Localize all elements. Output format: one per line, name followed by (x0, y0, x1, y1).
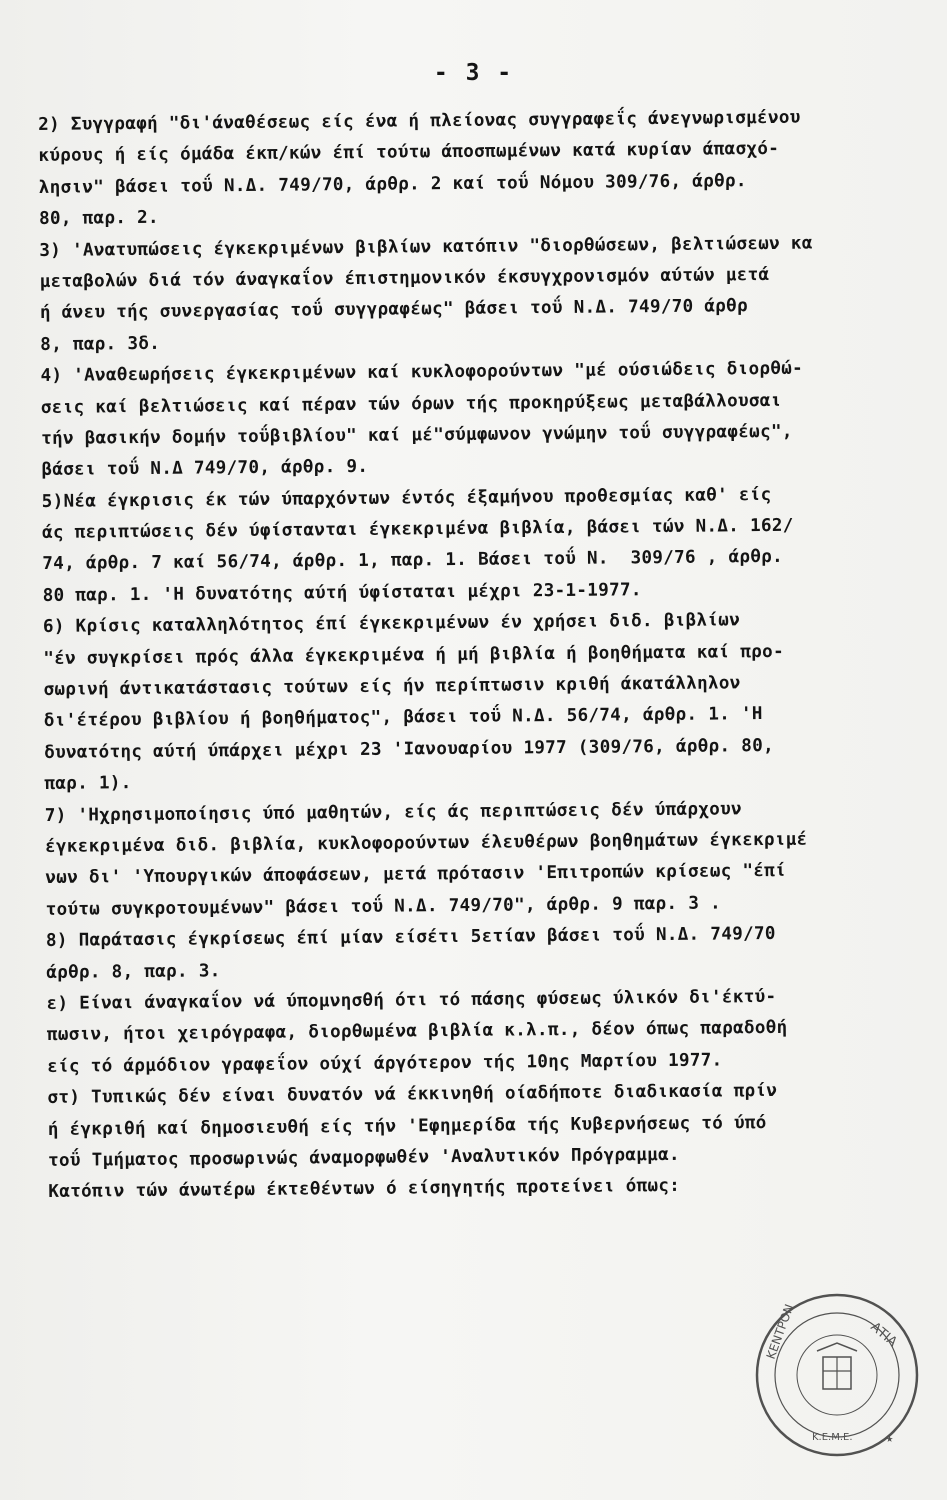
text-line: δι'έτέρου βιβλίου ή βοηθήματος", βάσει τοΰ Ν.Δ. 56/74, άρθρ. 1. 'Η (43, 704, 763, 732)
text-line: 6) Κρίσις καταλληλότητος έπί έγκεκριμένων έν χρήσει διδ. βιβλίων (42, 610, 741, 638)
text-line: σωρινή άντικατάστασις τούτων είς ήν περίπτωσιν κριθή άκατάλληλον (43, 673, 741, 701)
text-line: σεις καί βελτιώσεις καί πέραν τών όρων τής προκηρύξεως μεταβάλλουσαι (40, 390, 782, 418)
text-line: δυνατότης αύτή ύπάρχει μέχρι 23 'Ιανουαρίου 1977 (309/76, άρθρ. 80, (44, 735, 775, 763)
svg-text:ΚΕΝΤΡΟΝ: ΚΕΝΤΡΟΝ (763, 1302, 797, 1362)
text-line: 4) 'Αναθεωρήσεις έγκεκριμένων καί κυκλοφορούντων "μέ ούσιώδεις διορθώ- (40, 358, 804, 387)
text-line: 80 παρ. 1. 'Η δυνατότης αύτή ύφίσταται μέχρι 23-1-1977. (42, 580, 642, 606)
text-line: λησιν" βάσει τοΰ Ν.Δ. 749/70, άρθρ. 2 καί τοΰ Νόμου 309/76, άρθρ. (38, 170, 747, 198)
typed-text-body (38, 101, 947, 1208)
text-line: στ) Τυπικώς δέν είναι δυνατόν νά έκκινηθή οίαδήποτε διαδικασία πρίν (47, 1081, 778, 1109)
text-line: πωσιν, ήτοι χειρόγραφα, διορθωμένα βιβλία κ.λ.π., δέον όπως παραδοθή (46, 1018, 788, 1046)
text-line: 5)Νέα έγκρισις έκ τών ύπαρχόντων έντός έξαμήνου προθεσμίας καθ' είς (41, 484, 772, 512)
text-line: ή άνευ τής συνεργασίας τοΰ συγγραφέως" βάσει τοΰ Ν.Δ. 749/70 άρθρ (39, 296, 749, 324)
text-line: τήν βασικήν δομήν τοΰβιβλίου" καί μέ"σύμφωνον γνώμην τοΰ συγγραφέως", (41, 421, 793, 449)
text-line: 8) Παράτασις έγκρίσεως έπί μίαν είσέτι 5ετίαν βάσει τοΰ Ν.Δ. 749/70 (45, 924, 776, 952)
page-number: - 3 - (433, 60, 514, 86)
text-line: 8, παρ. 3δ. (40, 333, 161, 355)
svg-text:ΑΤΙΑ: ΑΤΙΑ (867, 1319, 900, 1351)
text-line: 7) 'Ηχρησιμοποίησις ύπό μαθητών, είς άς περιπτώσεις δέν ύπάρχουν (44, 798, 742, 826)
text-line: κύρους ή είς όμάδα έκπ/κών έπί τούτω άποσπωμένων κατά κυρίαν άπασχό- (38, 139, 780, 167)
text-line: τούτω συγκροτουμένων" βάσει τοΰ Ν.Δ. 749/70", άρθρ. 9 παρ. 3 . (45, 893, 722, 920)
text-line: 74, άρθρ. 7 καί 56/74, άρθρ. 1, παρ. 1. Βάσει τοΰ Ν. 309/76 , άρθρ. (42, 547, 784, 575)
text-line: ε) Είναι άναγκαΐον νά ύπομνησθή ότι τό πάσης φύσεως ύλικόν δι'έκτύ- (46, 986, 777, 1014)
text-line: παρ. 1). (44, 773, 132, 795)
text-line: είς τό άρμόδιον γραφεΐον ούχί άργότερον τής 10ης Μαρτίου 1977. (47, 1050, 723, 1077)
text-line: 3) 'Ανατυπώσεις έγκεκριμένων βιβλίων κατόπιν "διορθώσεων, βελτιώσεων κα (39, 233, 813, 261)
svg-text:Κ.Ε.Μ.Ε.: Κ.Ε.Μ.Ε. (812, 1432, 853, 1443)
text-line: άς περιπτώσεις δέν ύφίστανται έγκεκριμένα βιβλία, βάσει τών Ν.Δ. 162/ (41, 515, 794, 544)
text-line: τοΰ Τμήματος προσωρινώς άναμορφωθέν 'Αναλυτικόν Πρόγραμμα. (47, 1144, 680, 1171)
text-line: Κατόπιν τών άνωτέρω έκτεθέντων ό είσηγητής προτείνει όπως: (48, 1176, 681, 1203)
text-line: "έν συγκρίσει πρός άλλα έγκεκριμένα ή μή βιβλία ή βοηθήματα καί προ- (43, 641, 785, 669)
text-line: 80, παρ. 2. (38, 208, 159, 230)
text-line: νων δι' 'Υπουργικών άποφάσεων, μετά πρότασιν 'Επιτροπών κρίσεως "έπί (45, 861, 787, 889)
svg-text:★: ★ (886, 1431, 894, 1445)
text-line: άρθρ. 8, παρ. 3. (46, 960, 221, 983)
text-line: έγκεκριμένα διδ. βιβλία, κυκλοφορούντων έλευθέρων βοηθημάτων έγκεκριμέ (44, 829, 808, 857)
text-line: βάσει τοΰ Ν.Δ 749/70, άρθρ. 9. (41, 457, 369, 481)
seal-emblem (817, 1343, 857, 1389)
text-line: 2) Συγγραφή "δι'άναθέσεως είς ένα ή πλείονας συγγραφεΐς άνεγνωρισμένου (38, 107, 801, 135)
text-line: μεταβολών διά τόν άναγκαΐον έπιστημονικόν έκσυγχρονισμόν αύτών μετά (39, 264, 770, 292)
text-line: ή έγκριθή καί δημοσιευθή είς τήν 'Εφημερίδα τής Κυβερνήσεως τό ύπό (47, 1112, 767, 1140)
institution-seal-stamp (752, 1290, 922, 1460)
